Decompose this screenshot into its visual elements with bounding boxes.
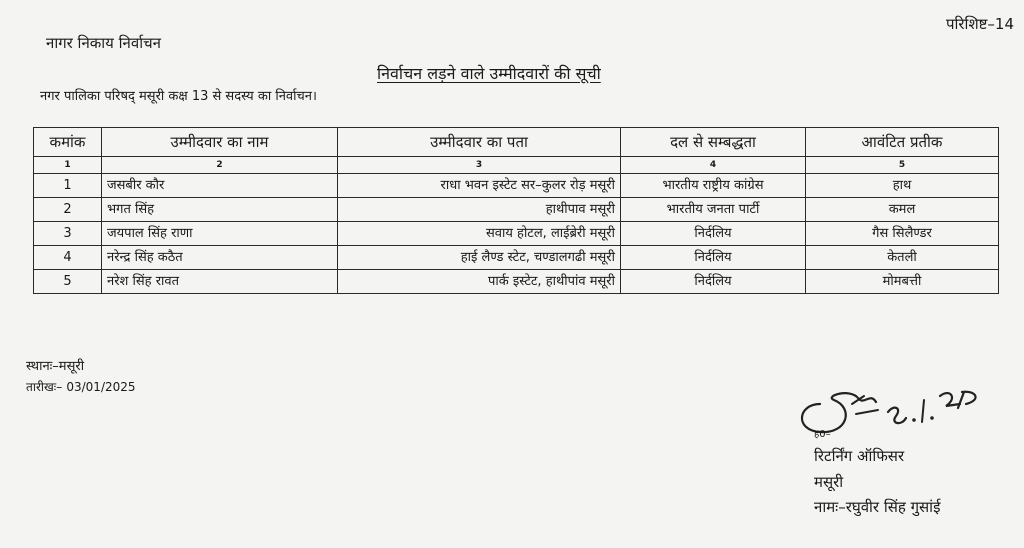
cell-sno: 3 xyxy=(34,222,102,246)
cell-party: भारतीय जनता पार्टी xyxy=(621,198,806,222)
returning-officer-name: नामः–रघुवीर सिंह गुसांई xyxy=(814,498,941,516)
col-header-party: दल से सम्बद्धता xyxy=(621,128,806,157)
signature-abbr: ह0– xyxy=(814,429,831,440)
table-row xyxy=(34,246,999,270)
column-number: 4 xyxy=(621,157,806,174)
col-header-address: उम्मीदवार का पता xyxy=(338,128,621,157)
cell-symbol: हाथ xyxy=(806,174,999,198)
cell-address: राधा भवन इस्टेट सर–कुलर रोड़ मसूरी xyxy=(338,174,621,198)
cell-address: सवाय होटल, लाईब्रेरी मसूरी xyxy=(338,222,621,246)
date-value: 03/01/2025 xyxy=(66,380,136,394)
cell-name: नरेश सिंह रावत xyxy=(102,270,338,294)
cell-sno: 1 xyxy=(34,174,102,198)
col-header-symbol: आवंटित प्रतीक xyxy=(806,128,999,157)
place-line: स्थानः–मसूरी xyxy=(26,359,85,374)
cell-address: हाई लैण्ड स्टेट, चण्डालगढी मसूरी xyxy=(338,246,621,270)
cell-sno: 4 xyxy=(34,246,102,270)
cell-symbol: केतली xyxy=(806,246,999,270)
cell-address: पार्क इस्टेट, हाथीपांव मसूरी xyxy=(338,270,621,294)
col-header-name: उम्मीदवार का नाम xyxy=(102,128,338,157)
table-row xyxy=(34,270,999,294)
cell-sno: 5 xyxy=(34,270,102,294)
cell-party: भारतीय राष्ट्रीय कांग्रेस xyxy=(621,174,806,198)
cell-party: निर्दलिय xyxy=(621,246,806,270)
list-title: निर्वाचन लड़ने वाले उम्मीदवारों की सूची xyxy=(377,64,601,83)
cell-symbol: मोमबत्ती xyxy=(806,270,999,294)
returning-officer-title: रिटर्निंग ऑफिसर xyxy=(814,447,905,465)
column-number: 3 xyxy=(338,157,621,174)
cell-party: निर्दलिय xyxy=(621,270,806,294)
body-title: नागर निकाय निर्वाचन xyxy=(46,34,161,52)
appendix-label: परिशिष्ट–14 xyxy=(946,15,1014,33)
cell-name: नरेन्द्र सिंह कठैत xyxy=(102,246,338,270)
date-line xyxy=(26,378,136,395)
cell-name: जसबीर कौर xyxy=(102,174,338,198)
column-number: 2 xyxy=(102,157,338,174)
cell-symbol: कमल xyxy=(806,198,999,222)
cell-address: हाथीपाव मसूरी xyxy=(338,198,621,222)
table-row xyxy=(34,222,999,246)
col-header-sno: कमांक xyxy=(34,128,102,157)
date-label: तारीखः– xyxy=(26,380,63,394)
table-row xyxy=(34,174,999,198)
column-number: 1 xyxy=(34,157,102,174)
cell-party: निर्दलिय xyxy=(621,222,806,246)
candidates-table xyxy=(33,127,999,294)
column-number-row xyxy=(34,157,999,174)
table-header-row xyxy=(34,128,999,157)
table-row xyxy=(34,198,999,222)
cell-name: भगत सिंह xyxy=(102,198,338,222)
cell-symbol: गैस सिलैण्डर xyxy=(806,222,999,246)
cell-name: जयपाल सिंह राणा xyxy=(102,222,338,246)
subtitle: नगर पालिका परिषद् मसूरी कक्ष 13 से सदस्य का निर्वाचन। xyxy=(40,89,317,104)
returning-officer-place: मसूरी xyxy=(814,473,844,491)
cell-sno: 2 xyxy=(34,198,102,222)
column-number: 5 xyxy=(806,157,999,174)
